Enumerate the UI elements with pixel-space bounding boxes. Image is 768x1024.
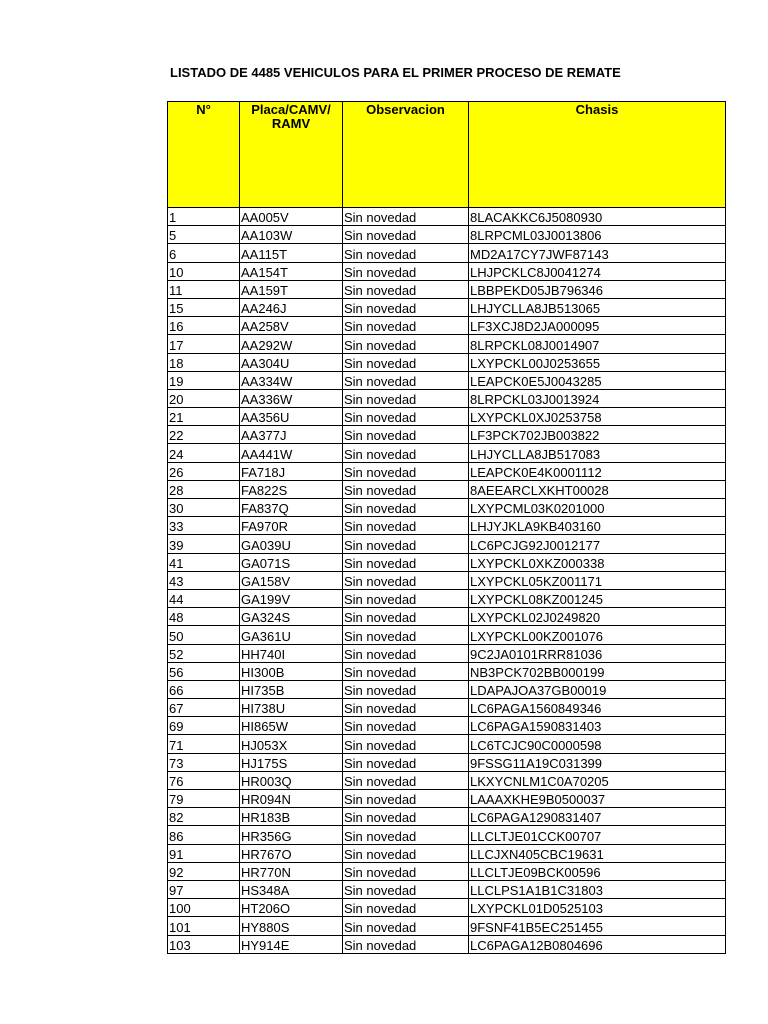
- cell-chasis: LHJPCKLC8J0041274: [469, 262, 726, 280]
- cell-num: 69: [168, 717, 240, 735]
- cell-chasis: 8LRPCKL03J0013924: [469, 389, 726, 407]
- table-row: [168, 499, 726, 517]
- cell-placa: AA377J: [240, 426, 343, 444]
- cell-chasis: LF3PCK702JB003822: [469, 426, 726, 444]
- header-observacion: Observacion: [343, 102, 469, 208]
- cell-placa: GA199V: [240, 589, 343, 607]
- cell-placa: AA304U: [240, 353, 343, 371]
- cell-placa: FA718J: [240, 462, 343, 480]
- cell-num: 103: [168, 935, 240, 953]
- table-row: [168, 353, 726, 371]
- cell-num: 43: [168, 571, 240, 589]
- table-row: [168, 371, 726, 389]
- cell-placa: HI738U: [240, 699, 343, 717]
- cell-num: 26: [168, 462, 240, 480]
- header-placa: Placa/CAMV/ RAMV: [240, 102, 343, 208]
- table-row: [168, 717, 726, 735]
- cell-num: 92: [168, 862, 240, 880]
- cell-chasis: LLCLTJE09BCK00596: [469, 862, 726, 880]
- cell-chasis: LBBPEKD05JB796346: [469, 280, 726, 298]
- cell-chasis: LXYPCKL00KZ001076: [469, 626, 726, 644]
- header-chasis: Chasis: [469, 102, 726, 208]
- cell-chasis: LEAPCK0E5J0043285: [469, 371, 726, 389]
- cell-observacion: Sin novedad: [343, 371, 469, 389]
- cell-chasis: MD2A17CY7JWF87143: [469, 244, 726, 262]
- cell-observacion: Sin novedad: [343, 280, 469, 298]
- cell-observacion: Sin novedad: [343, 626, 469, 644]
- cell-num: 52: [168, 644, 240, 662]
- cell-placa: HS348A: [240, 880, 343, 898]
- table-row: [168, 826, 726, 844]
- cell-placa: GA324S: [240, 608, 343, 626]
- cell-chasis: LXYPCKL0XJ0253758: [469, 408, 726, 426]
- table-row: [168, 844, 726, 862]
- document-title: LISTADO DE 4485 VEHICULOS PARA EL PRIMER PROCESO DE REMATE: [170, 65, 621, 80]
- table-row: [168, 589, 726, 607]
- cell-num: 101: [168, 917, 240, 935]
- cell-chasis: LC6PAGA1560849346: [469, 699, 726, 717]
- cell-placa: HY880S: [240, 917, 343, 935]
- cell-placa: AA159T: [240, 280, 343, 298]
- cell-chasis: LC6PCJG92J0012177: [469, 535, 726, 553]
- cell-chasis: LEAPCK0E4K0001112: [469, 462, 726, 480]
- cell-chasis: LC6TCJC90C0000598: [469, 735, 726, 753]
- cell-observacion: Sin novedad: [343, 717, 469, 735]
- cell-num: 82: [168, 808, 240, 826]
- cell-placa: HR003Q: [240, 771, 343, 789]
- cell-chasis: LAAAXKHE9B0500037: [469, 790, 726, 808]
- cell-num: 44: [168, 589, 240, 607]
- cell-observacion: Sin novedad: [343, 899, 469, 917]
- table-row: [168, 862, 726, 880]
- cell-chasis: LLCLTJE01CCK00707: [469, 826, 726, 844]
- cell-chasis: LXYPCKL01D0525103: [469, 899, 726, 917]
- cell-num: 22: [168, 426, 240, 444]
- cell-placa: AA292W: [240, 335, 343, 353]
- cell-num: 6: [168, 244, 240, 262]
- table-row: [168, 935, 726, 953]
- table-header-row: [168, 102, 726, 208]
- cell-chasis: LF3XCJ8D2JA000095: [469, 317, 726, 335]
- table-row: [168, 753, 726, 771]
- cell-chasis: LLCJXN405CBC19631: [469, 844, 726, 862]
- table-row: [168, 517, 726, 535]
- table-row: [168, 644, 726, 662]
- header-num: N°: [168, 102, 240, 208]
- cell-observacion: Sin novedad: [343, 735, 469, 753]
- cell-observacion: Sin novedad: [343, 553, 469, 571]
- table-row: [168, 899, 726, 917]
- cell-num: 86: [168, 826, 240, 844]
- cell-chasis: 9FSNF41B5EC251455: [469, 917, 726, 935]
- cell-placa: AA334W: [240, 371, 343, 389]
- table-row: [168, 735, 726, 753]
- cell-num: 79: [168, 790, 240, 808]
- table-row: [168, 680, 726, 698]
- cell-num: 18: [168, 353, 240, 371]
- cell-num: 5: [168, 226, 240, 244]
- cell-observacion: Sin novedad: [343, 317, 469, 335]
- cell-observacion: Sin novedad: [343, 826, 469, 844]
- table-row: [168, 226, 726, 244]
- cell-num: 67: [168, 699, 240, 717]
- cell-placa: HR183B: [240, 808, 343, 826]
- table-row: [168, 462, 726, 480]
- cell-chasis: 9FSSG11A19C031399: [469, 753, 726, 771]
- cell-chasis: LXYPCKL0XKZ000338: [469, 553, 726, 571]
- cell-num: 39: [168, 535, 240, 553]
- cell-observacion: Sin novedad: [343, 571, 469, 589]
- cell-placa: AA154T: [240, 262, 343, 280]
- cell-placa: HI300B: [240, 662, 343, 680]
- cell-observacion: Sin novedad: [343, 844, 469, 862]
- cell-placa: HJ053X: [240, 735, 343, 753]
- cell-placa: HR770N: [240, 862, 343, 880]
- cell-num: 50: [168, 626, 240, 644]
- cell-num: 33: [168, 517, 240, 535]
- table-row: [168, 626, 726, 644]
- cell-placa: HJ175S: [240, 753, 343, 771]
- cell-num: 17: [168, 335, 240, 353]
- cell-chasis: LHJYCLLA8JB513065: [469, 298, 726, 316]
- cell-num: 1: [168, 208, 240, 226]
- cell-num: 73: [168, 753, 240, 771]
- cell-observacion: Sin novedad: [343, 680, 469, 698]
- cell-observacion: Sin novedad: [343, 535, 469, 553]
- cell-observacion: Sin novedad: [343, 790, 469, 808]
- cell-chasis: LDAPAJOA37GB00019: [469, 680, 726, 698]
- table-row: [168, 771, 726, 789]
- vehicle-table: [167, 101, 726, 954]
- cell-num: 100: [168, 899, 240, 917]
- cell-chasis: 8LRPCML03J0013806: [469, 226, 726, 244]
- table-body: [168, 208, 726, 954]
- cell-placa: HH740I: [240, 644, 343, 662]
- cell-placa: GA071S: [240, 553, 343, 571]
- cell-num: 24: [168, 444, 240, 462]
- table-row: [168, 262, 726, 280]
- cell-placa: AA441W: [240, 444, 343, 462]
- cell-chasis: 8AEEARCLXKHT00028: [469, 480, 726, 498]
- table-row: [168, 426, 726, 444]
- cell-placa: HR094N: [240, 790, 343, 808]
- cell-chasis: LC6PAGA1290831407: [469, 808, 726, 826]
- cell-placa: GA039U: [240, 535, 343, 553]
- cell-placa: AA336W: [240, 389, 343, 407]
- cell-chasis: LXYPCKL05KZ001171: [469, 571, 726, 589]
- cell-num: 48: [168, 608, 240, 626]
- cell-num: 56: [168, 662, 240, 680]
- cell-chasis: LHJYJKLA9KB403160: [469, 517, 726, 535]
- cell-num: 16: [168, 317, 240, 335]
- cell-observacion: Sin novedad: [343, 262, 469, 280]
- cell-num: 71: [168, 735, 240, 753]
- table-row: [168, 662, 726, 680]
- cell-placa: GA158V: [240, 571, 343, 589]
- cell-observacion: Sin novedad: [343, 771, 469, 789]
- cell-placa: AA103W: [240, 226, 343, 244]
- table-row: [168, 298, 726, 316]
- cell-num: 66: [168, 680, 240, 698]
- table-row: [168, 480, 726, 498]
- cell-placa: HY914E: [240, 935, 343, 953]
- cell-observacion: Sin novedad: [343, 426, 469, 444]
- cell-observacion: Sin novedad: [343, 226, 469, 244]
- cell-placa: HR767O: [240, 844, 343, 862]
- table-row: [168, 535, 726, 553]
- cell-chasis: 8LACAKKC6J5080930: [469, 208, 726, 226]
- cell-placa: HT206O: [240, 899, 343, 917]
- cell-observacion: Sin novedad: [343, 753, 469, 771]
- cell-observacion: Sin novedad: [343, 244, 469, 262]
- cell-observacion: Sin novedad: [343, 389, 469, 407]
- cell-observacion: Sin novedad: [343, 808, 469, 826]
- cell-placa: AA005V: [240, 208, 343, 226]
- cell-observacion: Sin novedad: [343, 499, 469, 517]
- cell-observacion: Sin novedad: [343, 444, 469, 462]
- cell-observacion: Sin novedad: [343, 353, 469, 371]
- cell-chasis: NB3PCK702BB000199: [469, 662, 726, 680]
- cell-placa: AA356U: [240, 408, 343, 426]
- cell-chasis: 9C2JA0101RRR81036: [469, 644, 726, 662]
- table-row: [168, 790, 726, 808]
- cell-num: 30: [168, 499, 240, 517]
- cell-chasis: LXYPCML03K0201000: [469, 499, 726, 517]
- cell-observacion: Sin novedad: [343, 644, 469, 662]
- cell-chasis: LXYPCKL08KZ001245: [469, 589, 726, 607]
- cell-chasis: LHJYCLLA8JB517083: [469, 444, 726, 462]
- cell-placa: AA258V: [240, 317, 343, 335]
- cell-placa: FA970R: [240, 517, 343, 535]
- cell-observacion: Sin novedad: [343, 408, 469, 426]
- table-row: [168, 917, 726, 935]
- cell-observacion: Sin novedad: [343, 699, 469, 717]
- table-row: [168, 280, 726, 298]
- table-row: [168, 408, 726, 426]
- cell-observacion: Sin novedad: [343, 208, 469, 226]
- cell-num: 28: [168, 480, 240, 498]
- table-row: [168, 317, 726, 335]
- cell-observacion: Sin novedad: [343, 480, 469, 498]
- cell-observacion: Sin novedad: [343, 917, 469, 935]
- cell-placa: HI865W: [240, 717, 343, 735]
- cell-num: 91: [168, 844, 240, 862]
- cell-num: 10: [168, 262, 240, 280]
- table-row: [168, 335, 726, 353]
- cell-chasis: LXYPCKL02J0249820: [469, 608, 726, 626]
- table-row: [168, 208, 726, 226]
- cell-placa: FA837Q: [240, 499, 343, 517]
- cell-num: 21: [168, 408, 240, 426]
- cell-observacion: Sin novedad: [343, 462, 469, 480]
- cell-chasis: LLCLPS1A1B1C31803: [469, 880, 726, 898]
- cell-chasis: LC6PAGA1590831403: [469, 717, 726, 735]
- cell-observacion: Sin novedad: [343, 935, 469, 953]
- cell-num: 15: [168, 298, 240, 316]
- table-row: [168, 444, 726, 462]
- table-row: [168, 389, 726, 407]
- cell-num: 76: [168, 771, 240, 789]
- cell-placa: FA822S: [240, 480, 343, 498]
- cell-placa: HI735B: [240, 680, 343, 698]
- cell-num: 19: [168, 371, 240, 389]
- table-row: [168, 808, 726, 826]
- cell-observacion: Sin novedad: [343, 862, 469, 880]
- table-row: [168, 699, 726, 717]
- cell-num: 97: [168, 880, 240, 898]
- table-row: [168, 571, 726, 589]
- cell-placa: HR356G: [240, 826, 343, 844]
- cell-num: 11: [168, 280, 240, 298]
- table-row: [168, 553, 726, 571]
- cell-placa: GA361U: [240, 626, 343, 644]
- cell-num: 41: [168, 553, 240, 571]
- cell-observacion: Sin novedad: [343, 608, 469, 626]
- cell-chasis: LC6PAGA12B0804696: [469, 935, 726, 953]
- cell-chasis: LXYPCKL00J0253655: [469, 353, 726, 371]
- cell-observacion: Sin novedad: [343, 589, 469, 607]
- cell-chasis: LKXYCNLM1C0A70205: [469, 771, 726, 789]
- cell-observacion: Sin novedad: [343, 662, 469, 680]
- cell-observacion: Sin novedad: [343, 880, 469, 898]
- cell-observacion: Sin novedad: [343, 298, 469, 316]
- table-row: [168, 244, 726, 262]
- cell-placa: AA115T: [240, 244, 343, 262]
- cell-chasis: 8LRPCKL08J0014907: [469, 335, 726, 353]
- cell-observacion: Sin novedad: [343, 517, 469, 535]
- table-row: [168, 608, 726, 626]
- cell-num: 20: [168, 389, 240, 407]
- cell-placa: AA246J: [240, 298, 343, 316]
- cell-observacion: Sin novedad: [343, 335, 469, 353]
- table-row: [168, 880, 726, 898]
